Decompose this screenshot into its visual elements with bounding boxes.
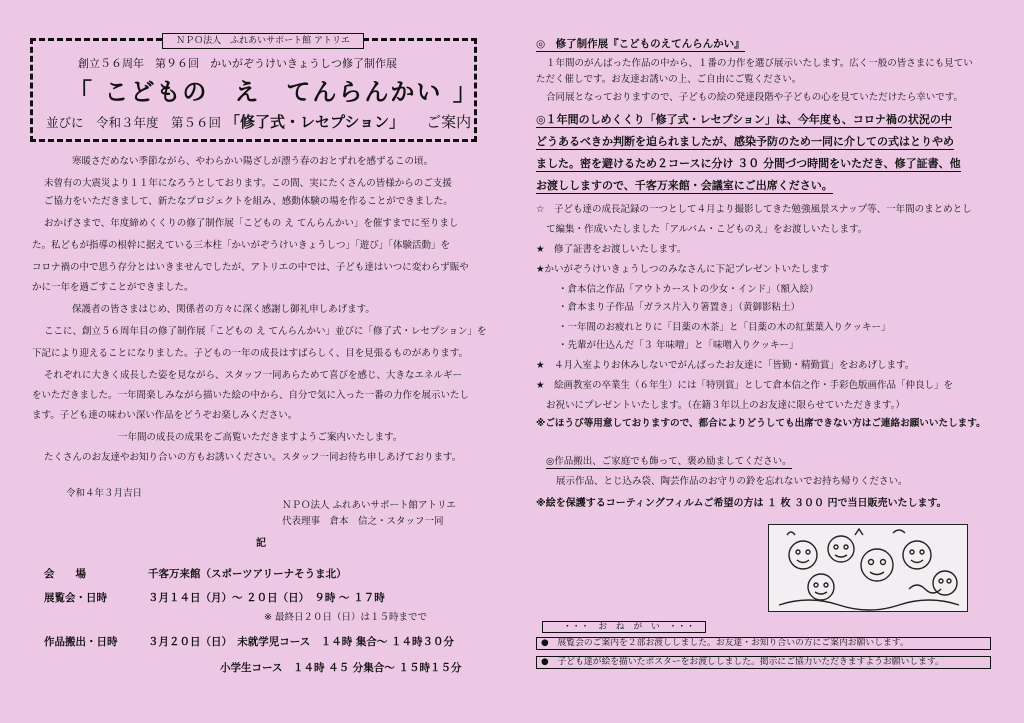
list-item: お祝いにプレゼントいたします。（在籍３年以上のお友達に限らせていただきます。）	[546, 400, 905, 411]
letter-line: 寒暖さだめない季節ながら、やわらかい陽ざしが漂う春のおとずれを感ずるこの頃。	[72, 156, 434, 167]
letter-line: たくさんのお友達やお知り合いの方もお誘いください。スタッフ一同お待ち申しあげております。	[44, 452, 462, 463]
onegai-heading: ・・・ お ね が い ・・・	[542, 621, 706, 633]
header-line3	[46, 114, 471, 131]
ki-heading: 記	[256, 538, 266, 549]
sec1-line: １年間のがんばった作品の中から、１番の力作を選び展示いたします。広く一般の皆さまにも見てい	[546, 58, 973, 69]
letter-line: ご協力をいただきまして、新たなプロジェクトを組み、感動体験の場を作ることができました。	[44, 196, 453, 207]
list-item: ・先輩が仕込んだ「３ 年味噌」と「味噌入りクッキー」	[558, 340, 799, 351]
list-item: ・倉本信之作品「アウトカーストの少女・インド」（額入絵）	[558, 284, 819, 295]
notice-item: ● 展覧会のご案内を２部お渡ししました。お友達・お知り合いの方にご案内お願いします。	[536, 637, 991, 650]
notice-item: ● 子ども達が絵を描いたポスターをお渡ししました。掲示にご協力いただきますようお願いします。	[536, 656, 991, 669]
pickup-value: ３月２０日（日） 未就学児コース １４時 集合～ １４時３０分	[148, 636, 455, 648]
exhibit-note: ※ 最終日２０日（日）は１５時までで	[264, 612, 427, 623]
sec2-line: どうあるべきか判断を迫られましたが、感染予防のため一同に介しての式はとりやめ	[536, 135, 954, 148]
exhibit-label: 展覧会・日時	[44, 592, 107, 604]
letter-line: 下記により迎えることになりました。子どもの一年の成長はすばらしく、目を見張るものがあります。	[32, 348, 469, 359]
letter-line: た。私どもが指導の根幹に据えている三本柱「かいがぞうけいきょうしつ」「遊び」「体験活動」を	[32, 240, 451, 251]
header-line3-prefix: 並びに 令和３年度 第５６回	[46, 115, 222, 130]
children-drawing-sketch	[769, 525, 967, 611]
letter-date: 令和４年３月吉日	[66, 488, 143, 499]
signature-org: ＮＰＯ法人 ふれあいサポート館アトリエ	[282, 500, 456, 511]
letter-line: それぞれに大きく成長した姿を見ながら、スタッフ一同あらためて喜びを感じ、大きなエネルギー	[44, 370, 463, 381]
list-item: ・一年間のお疲れとりに「目薬の木茶」と「目薬の木の紅葉葉入りクッキー」	[558, 322, 891, 333]
sec2-line: お渡ししますので、千客万来館・会議室にご出席ください。	[536, 179, 833, 192]
pickup-label: 作品搬出・日時	[44, 636, 118, 648]
list-item: ・倉本まり子作品「ガラス片入り箸置き」（黄御影粘土）	[558, 302, 800, 313]
pickup-value-2: 小学生コース １４時 ４５ 分集合～ １５時１５分	[220, 662, 462, 674]
letter-line: コロナ禍の中で思う存分とはいきませんでしたが、アトリエの中では、子ども達はいつに変わらず賑や	[32, 262, 469, 273]
list-item: て編集・作成いたしました「アルバム・こどものえ」をお渡しいたします。	[546, 224, 868, 235]
children-drawing-image	[768, 524, 968, 612]
org-name-tab: ＮＰＯ法人 ふれあいサポート館 アトリエ	[162, 33, 364, 49]
list-item: ☆ 子ども達の成長記録の一つとして４月より撮影してきた勉強風景スナップ等、一年間のまとめとし	[536, 204, 972, 215]
signature-rep: 代表理事 倉本 信之・スタッフ一同	[282, 516, 444, 527]
list-item-note: ※ごほうび等用意しておりますので、都合によりどうしても出席できない方はご連絡お願いいたします。	[536, 418, 986, 429]
list-item: ★ 絵画教室の卒業生（６年生）には「特別賞」として倉本信之作・手彩色版画作品「仲良し」を	[536, 380, 954, 391]
sec1-line: 合同展となっておりますので、子どもの絵の発達段階や子どもの心を見ていただけたら幸いです。	[546, 92, 964, 103]
list-item: ★ 修了証書をお渡しいたします。	[536, 244, 687, 255]
page-title: 「 こどもの え てんらんかい 」	[68, 78, 479, 106]
letter-line: をいただきました。一年間楽しみながら描いた絵の中から、自分で気に入った一番の力作を展示いたし	[32, 390, 470, 401]
letter-line: 一年間の成長の成果をご高覧いただきますようご案内いたします。	[118, 432, 403, 443]
letter-line: ます。子ども達の味わい深い作品をどうぞお楽しみください。	[32, 410, 298, 421]
list-item: ★かいがぞうけいきょうしつのみなさんに下記プレゼントいたします	[536, 264, 830, 275]
venue-label: 会 場	[44, 568, 86, 580]
sec1-line: ただく催しです。お友達お誘いの上、ご自由にご覧ください。	[536, 74, 802, 85]
header-line3-suffix: ご案内	[426, 113, 472, 131]
sec2-line: ました。密を避けるため２コースに分け ３０ 分間づつ時間をいただき、修了証書、他	[536, 157, 961, 170]
sec3-line: 展示作品、とじ込み袋、陶芸作品のお守りの鈴を忘れないでお持ち帰りください。	[556, 476, 908, 487]
sec2-line: ◎１年間のしめくくり「修了式・レセプション」は、今年度も、コロナ禍の状況の中	[536, 113, 952, 126]
sec3-title: ◎作品搬出、ご家庭でも飾って、褒め励ましてください。	[546, 456, 792, 467]
exhibit-value: ３月１４日（月）～ ２０日（日） ９時 ～ １７時	[148, 592, 385, 604]
header-line3-bold: 「修了式・レセプション」	[225, 113, 405, 131]
list-item: ★ ４月入室よりお休みしないでがんばったお友達に「皆勤・精勤賞」をおあげします。	[536, 360, 915, 371]
letter-line: ここに、創立５６周年目の修了制作展「こどもの え てんらんかい」並びに「修了式・レセプション」を	[44, 326, 487, 337]
venue-value: 千客万来館（スポーツアリーナそうま北）	[148, 568, 347, 580]
letter-line: 未曾有の大震災より１１年になろうとしております。この間、実にたくさんの皆様からのご支援	[44, 178, 452, 189]
header-subtitle: 創立５６周年 第９６回 かいがぞうけいきょうしつ修了制作展	[78, 57, 397, 70]
letter-line: 保護者の皆さまはじめ、関係者の方々に深く感謝し御礼申しあげます。	[72, 304, 375, 315]
sec1-title: ◎ 修了制作展『こどものえてんらんかい』	[536, 38, 745, 50]
letter-line: おかげさまで、年度締めくくりの修了制作展「こどもの え てんらんかい」を催すまでに至りまし	[44, 218, 459, 229]
sec3-bold: ※絵を保護するコーティングフィルムご希望の方は １ 枚 ３００ 円で当日販売いたします。	[536, 498, 947, 509]
letter-line: かに一年を過ごすことができました。	[32, 282, 194, 293]
